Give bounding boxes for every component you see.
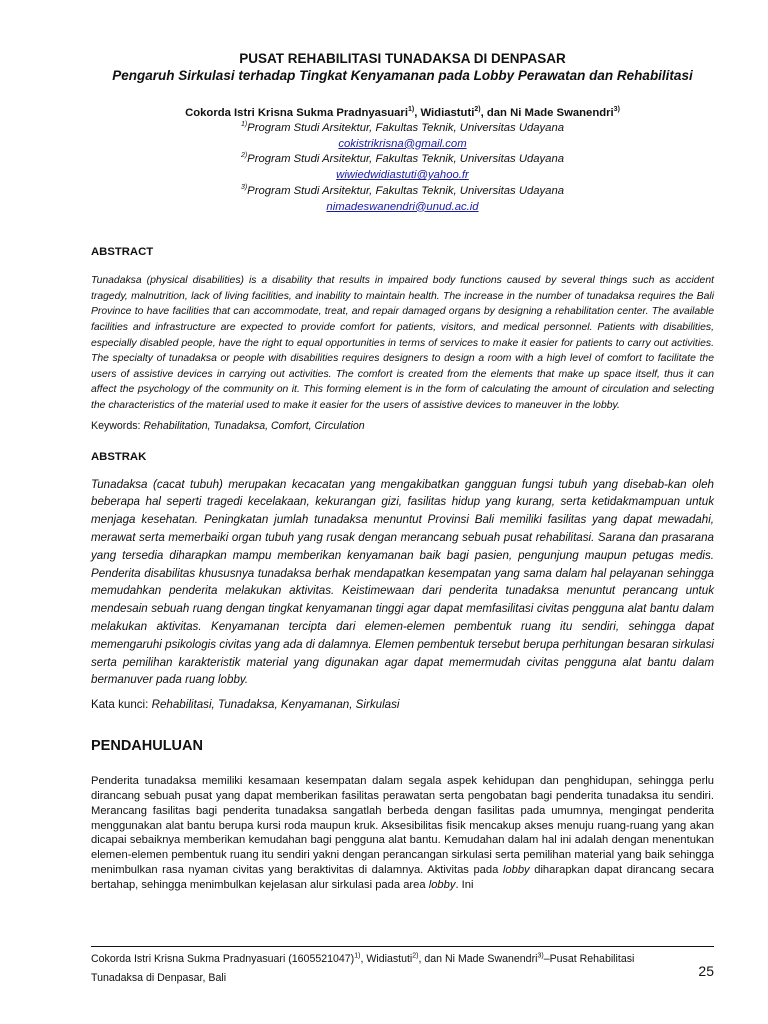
subtitle-post: Perawatan dan Rehabilitasi — [514, 68, 693, 83]
pendahuluan-heading: PENDAHULUAN — [91, 738, 203, 755]
footer-author-1: Cokorda Istri Krisna Sukma Pradnyasuari (1605521047) — [91, 953, 355, 965]
keywords-list: Rehabilitation, Tunadaksa, Comfort, Circulation — [143, 419, 365, 432]
pendahuluan-part-1: Penderita tunadaksa memiliki kesamaan kesempatan dalam segala aspek kehidupan dan penghidupan, sehingga perlu dirancang sebuah pusat yang dapat memberikan fasilitas perawatan serta pengobatan bagi penderita tunadaksa itu sendiri. Merancang fasilitas bagi penderita tunadaksa sangatlah berbeda dengan fasilitas pada umumnya, mengingat penderita menggunakan alat bantu berupa kursi roda maupun kruk. Aksesibilitas fisik mencakup akses menuju ruang-ruang yang akan dicapai sebaiknya memberikan kemudahan bagi pengguna alat bantu. Kemudahan dalam hal ini adalah dengan menentukan elemen-elemen pembentuk ruang itu sendiri yakni dengan perancangan sirkulasi serta pemilihan material yang baik sehingga menimbulkan rasa nyaman civitas yang beraktivitas di dalamnya. Aktivitas pada — [91, 775, 714, 876]
affiliation-3-sup: 3) — [240, 184, 248, 192]
footer-sup-1: 1) — [354, 952, 361, 960]
kata-kunci-list: Rehabilitasi, Tunadaksa, Kenyamanan, Sirkulasi — [151, 698, 400, 712]
keywords-label: Keywords: — [91, 419, 144, 432]
affiliation-1-text: Program Studi Arsitektur, Fakultas Teknik, Universitas Udayana — [247, 122, 565, 134]
footer-author-2: , Widiastuti — [360, 953, 413, 965]
affiliation-1-email[interactable]: cokistrikrisna@gmail.com — [338, 137, 467, 150]
author-3: , dan Ni Made Swanendri — [480, 107, 614, 119]
affiliation-1-sup: 1) — [240, 121, 248, 129]
footer-line-1 — [91, 950, 681, 969]
affiliation-3 — [91, 184, 714, 200]
author-2-sup: 2) — [474, 106, 481, 114]
footer-sup-2: 2) — [412, 952, 419, 960]
abstrak-text: Tunadaksa (cacat tubuh) merupakan kecacatan yang mengakibatkan gangguan fungsi tubuh yang disebab-kan oleh beberapa hal seperti tragedi kecelakaan, kekurangan gizi, fasilitas hidup yang kurang, serta ketidakmampuan untuk menjaga kesehatan. Peningkatan jumlah tunadaksa menuntut Provinsi Bali memiliki fasilitas yang dapat mewadahi, merawat serta memerbaiki organ tubuh yang rusak dengan merancang sebuah pusat rehabilitasi. Sarana dan prasarana yang tersedia diharapkan mampu memberikan kenyamanan baik bagi pasien, pengunjung maupun petugas medis. Penderita disabilitas khususnya tunadaksa berhak mendapatkan kesempatan yang sama dalam hal pelayanan sehingga memudahkan penderita melakukan aktivitas. Keistimewaan dari penderita tunadaksa menuntut perancang untuk mendesain sebuah ruang dengan tingkat kenyamanan tinggi agar dapat memfasilitasi civitas pengguna alat bantu dalam melakukan aktivitas. Kenyamanan tercipta dari elemen-elemen pembentuk ruang itu sendiri, sehingga dapat memengaruhi psikologis civitas yang ada di dalamnya. Elemen pembentuk tersebut berupa perhitungan besaran sirkulasi serta pemilihan karakteristik material yang digunakan agar dapat memermudah civitas pengguna alat bantu dalam bermanuver pada ruang lobby. — [91, 477, 714, 687]
footer-line-2: Tunadaksa di Denpasar, Bali — [91, 972, 227, 984]
footer-rule — [91, 946, 714, 947]
paper-subtitle — [91, 67, 714, 84]
affiliation-2-sup: 2) — [240, 152, 248, 160]
pendahuluan-lobby-2: lobby — [428, 878, 456, 891]
affiliation-1 — [91, 121, 714, 137]
author-2: , Widiastuti — [414, 107, 475, 119]
kata-kunci-label: Kata kunci: — [91, 698, 152, 712]
affiliation-2-text: Program Studi Arsitektur, Fakultas Teknik, Universitas Udayana — [247, 153, 565, 166]
author-list — [91, 106, 714, 121]
footer-author-3: , dan Ni Made Swanendri — [418, 953, 538, 965]
affiliations — [91, 121, 714, 215]
affiliation-2 — [91, 152, 714, 168]
abstract-text: Tunadaksa (physical disabilities) is a disability that results in impaired body functions caused by several things such as accident tragedy, malnutrition, lack of living facilities, and inability to maintain health. The increase in the number of tunadaksa requires the Bali Province to have facilities that can accommodate, treat, and repair damaged organs by designing a rehabilitation center. The available facilities and infrastructure are expected to provide comfort for patients, visitors, and medical personnel. Patients with disabilities, especially disabled people, have the right to equal opportunities in terms of services to make it easier for patients to carry out activities. The specialty of tunadaksa or people with disabilities requires designers to design a room with a high level of comfort to facilitate the users of assistive devices in carrying out activities. The comfort is created from the elements that make up space itself, thus it can affect the psychology of the community on it. This forming element is in the form of calculating the amount of circulation and selecting the characteristics of the material used to make it easier for the users of assistive devices to maneuver in the lobby. — [91, 275, 714, 411]
affiliation-3-text: Program Studi Arsitektur, Fakultas Teknik, Universitas Udayana — [247, 184, 565, 197]
paper-title: PUSAT REHABILITASI TUNADAKSA DI DENPASAR — [239, 51, 566, 66]
pendahuluan-text — [91, 774, 714, 892]
subtitle-lobby: Lobby — [473, 68, 515, 83]
abstract-heading: ABSTRACT — [91, 246, 154, 259]
pendahuluan-part-2: diharapkan dapat dirancang secara bertahap, sehingga menimbulkan kejelasan alur sirkulasi pada area — [91, 863, 714, 891]
subtitle-pre: Pengaruh Sirkulasi terhadap Tingkat Kenyamanan pada — [112, 68, 474, 83]
page-footer — [91, 950, 681, 988]
paper-page — [91, 50, 714, 893]
page-number: 25 — [698, 963, 714, 979]
affiliation-3-email[interactable]: nimadeswanendri@unud.ac.id — [326, 200, 479, 213]
abstrak-keywords — [91, 697, 714, 713]
author-1-sup: 1) — [407, 106, 415, 114]
footer-title-start: –Pusat Rehabilitasi — [543, 953, 635, 965]
abstrak-heading: ABSTRAK — [91, 450, 147, 463]
affiliation-2-email[interactable]: wiwiedwidiastuti@yahoo.fr — [336, 169, 469, 182]
pendahuluan-lobby-1: lobby — [502, 863, 530, 876]
author-1: Cokorda Istri Krisna Sukma Pradnyasuari — [185, 107, 408, 119]
author-3-sup: 3) — [613, 106, 620, 114]
pendahuluan-part-3: . Ini — [455, 878, 474, 891]
footer-sup-3: 3) — [537, 952, 544, 960]
abstract-keywords — [91, 419, 714, 434]
